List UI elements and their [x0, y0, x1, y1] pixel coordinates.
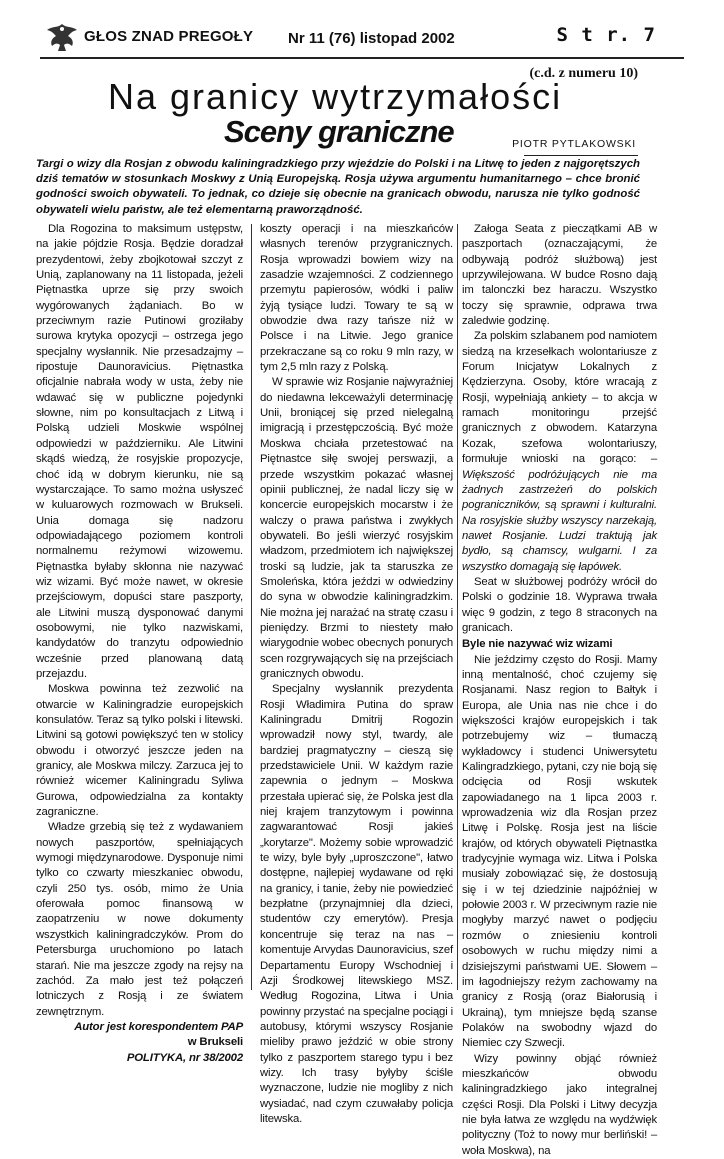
paragraph: Nie jeździmy często do Rosji. Mamy inną mentalność, choć czujemy się Rosjanami. Nasz region to Bałtyk i Europa, ale Unia nas nie chce i do większości krajów europejskich i tak potrzebujemy wiz – tłumaczą wykładowcy i studenci Uniwersytetu Kalingradzkiego, pytani, czy nie boją się odcięcia od Rosji wskutek zapowiadanego na 1 lipca 2003 r. wprowadzenia wiz dla Rosjan przez Litwę i Polskę. Rosja jest na liście krajów, od których obywateli Piętnastka tradycyjnie wymaga wiz. Litwa i Polska musiały zobowiązać się, że dostosują się i w tej dziedzinie najpóźniej w połowie 2003 r. W przeciwnym razie nie mogłyby marzyć nawet o podjęciu rozmów o zniesieniu kontroli osobowych w ruchu między nimi a dzisiejszymi państwami UE. Słowem – im łagodniejszy reżym zachowamy na granicy z Rosją (oraz Białorusią i Ukrainą), tym mniejsze będą szanse Polaków na swobodny wjazd do Niemiec czy Szwecji. [462, 653, 658, 1050]
author-note: Autor jest korespondentem PAP [74, 1020, 243, 1033]
paragraph: Wizy powinny objąć również mieszkańców obwodu kaliningradzkiego jako integralnej części Rosji. Dla Polski i Litwy decyzja nie była łatwa ze względu na wydźwięk polityczny (Toż to nowy mur berliński! – woła Moskwa), na [462, 1052, 657, 1157]
paper-name: GŁOS ZNAD PREGOŁY [84, 28, 254, 45]
paragraph: koszty operacji i na mieszkańców własnych terenów przygranicznych. Rosja wprowadzi bowiem wizy na zasadzie wzajemności. Z codziennego przemytu papierosów, wódki i paliw żyją tysiące ludzi. Towary te są w obwodzie dwa razy tańsze niż w Polsce i na Litwie. Jego granice przekraczane są co roku 9 mln razy, w tym 2,5 mln razy z Polską. [260, 223, 453, 374]
column-divider [251, 224, 252, 990]
article-title: Na granicy wytrzymałości [108, 76, 563, 117]
article-subtitle: Sceny graniczne [224, 114, 454, 149]
author-byline: PIOTR PYTLAKOWSKI [512, 138, 636, 150]
section-subheading: Byle nie nazywać wiz wizami [462, 638, 613, 651]
paragraph: Władze grzebią się też z wydawaniem nowych paszportów, spełniających wymogi międzynarodowe. Dysponuje nimi tylko co czwarty mieszkaniec obwodu, czyli 250 tys. osób, mimo że Unia oferowała pomoc finansową w zaopatrzeniu w nowe dokumenty wszystkich kaliningradczyków. Prom do Petersburga uruchomiono po latach starań. Nie ma jeszcze zgody na rejsy na zachód. Za mało jest też połączeń lotniczych z Rosją i ze światem zewnętrznym. [36, 821, 243, 1018]
issue-number: Nr 11 (76) listopad 2002 [288, 30, 455, 47]
column-1 [36, 222, 243, 1066]
quote-text: Większość podróżujących nie ma żadnych zastrzeżeń do polskich pograniczników, są sprawni i kulturalni. Na rosyjskie służby wszyscy narzekają, nawet Rosjanie. Ludzi traktują jak bydło, są chamscy, wulgarni. I za wszystko domagają się łapówek. [462, 468, 657, 573]
column-divider [457, 224, 458, 990]
header-rule [40, 57, 684, 59]
source-citation: POLITYKA, nr 38/2002 [126, 1051, 243, 1064]
paragraph: Dla Rogozina to maksimum ustępstw, na jakie pójdzie Rosja. Będzie doradzał prezydentowi, żeby zbojkotował szczyt z Unią, zaplanowany na 11 listopada, jeżeli Piętnastka uprze się przy swoich wygórowanych żądaniach. Bo w przeciwnym razie Putinowi groziłaby surowa krytyka opozycji – ostrzega jego specjalny wysłannik. Nie przesadzajmy – ripostuje Daunoravicius. Piętnastka oficjalnie nabrała wody w usta, żeby nie wdawać się w publiczne pojedynki słowne, nim po konsultacjach z Litwą i Polską udzieli Moskwie wspólnej odpowiedzi w październiku. Ale Litwini skądś wiedzą, że rosyjskie propozycje, choć idą w dobrym kierunku, nie są wystarczające. To samo można usłyszeć w kuluarowych rozmowach w Brukseli. Unia domaga się nadzoru odpowiadającego poziomem kontroli normalnemu reżymowi wizowemu. Piętnastka byłaby skłonna nie nazywać wiz wizami. Być może nawet, w okresie przejściowym, dopuści stare paszporty, ale Litwini muszą dysponować danymi osobowymi, nie tylko nazwiskami, kandydatów do tranzytu odpowiednio wcześnie przed planowaną datą przejazdu. [36, 223, 243, 680]
paragraph: Specjalny wysłannik prezydenta Rosji Władimira Putina do spraw Kaliningradu Dmitrij Rogozin wprowadził nowy styl, twardy, ale bardziej pragmatyczny – cieszą się przedstawiciele Unii. W każdym razie zapewnia o jednym – Moskwa przestała upierać się, że Polska jest dla niej krajem tranzytowym i powinna zagwarantować Rosji jakieś „korytarze". Możemy sobie wprowadzić te wizy, byle były „uproszczone", łatwo dostępne, najlepiej wydawane od ręki na granicy, i tanie, żeby nie powiedzieć bezpłatne (przynajmniej dla dzieci, studentów czy emerytów). Presja koncentruje się teraz na nas – komentuje Arvydas Daunoravicius, szef Departamentu Europy Wschodniej i Azji Środkowej litewskiego MSZ. Według Rogozina, Litwa i Unia powinny przystać na specjalne pociągi i autobusy, którymi wszyscy Rosjanie mieliby prawo jeździć w obie strony tylko z paszportem starego typu i bez wizy. Ich trasy byłyby ściśle wyznaczone, ludzie nie mogliby z nich wysiadać, nad czym czuwałaby policja litewska. [260, 683, 453, 1125]
paragraph-text: Za polskim szlabanem pod namiotem siedzą na krzesełkach wolontariusze z Forum Inicjatyw Lokalnych z Kędzierzyna. Osoby, które wracają z Rosji, wypełniają ankiety – to akcja w ramach monitoringu przejść granicznych z obwodem. Katarzyna Kozak, szefowa wolontariuszy, formułuje wnioski na gorąco: – [462, 330, 657, 466]
paragraph: W sprawie wiz Rosjanie najwyraźniej do niedawna lekceważyli determinację Unii, broniącej się przed nielegalną imigracją i przestępczością. Być może Moskwa chciała przetestować na Piętnastce siłę swojej perswazji, a przede wszystkim pokazać własnej opinii publicznej, że nadal liczy się w koncercie europejskich mocarstw i że walczy o prawa państwa i zwykłych obywateli. Bo jeśli wierzyć rosyjskim władzom, przedmiotem ich największej troski są ludzie, jak ta staruszka ze Smoleńska, która jeździ w odwiedziny do syna w obwodzie kaliningradzkim. Nie można jej narażać na stratę czasu i pieniędzy. Brzmi to niestety mało wiarygodnie wobec obecnych ponurych scen rozgrywających się na przejściach granicznych obwodu. [260, 376, 453, 680]
column-3 [462, 222, 657, 1159]
author-note-location: w Brukseli [187, 1036, 243, 1049]
paragraph: Seat w służbowej podróży wrócił do Polski o godzinie 18. Wyprawa trwała więc 9 godzin, z tego 8 straconych na granicach. [462, 575, 657, 634]
paragraph: Moskwa powinna też zezwolić na otwarcie w Kaliningradzie europejskich konsulatów. Teraz są tylko polski i litewski. Litwini są gotowi powiększyć ten w stolicy obwodu i otworzyć jeszcze jeden na granicy, ale Moskwa milczy. Zarzuca jej to również wicemer Kaliningradu Syliwa Gurowa, odpowiedzialna za kontakty zagraniczne. [36, 683, 243, 819]
paragraph: Załoga Seata z pieczątkami AB w paszportach (oznaczającymi, że odbywają podróż służbową) jest uprzywilejowana. W budce Rosno dają im talonczki bez haraczu. Wszystko toczy się sprawnie, odprawa trwa zaledwie godzinę. [462, 223, 657, 328]
article-lead: Targi o wizy dla Rosjan z obwodu kaliningradzkiego przy wjeździe do Polski i na Litwę to jeden z najgorętszych dziś tematów w stosunkach Moskwy z Unią Europejską. Rosja używa argumentu humanitarnego – chce bronić godności swoich obywateli. To jednak, co dzieje się obecnie na granicach obwodu, narusza nie tylko godność obywateli wielu państw, ale też elementarną praworządność. [36, 158, 640, 216]
continuation-note: (c.d. z numeru 10) [529, 66, 638, 81]
eagle-logo-icon [44, 20, 80, 54]
column-2 [260, 222, 453, 1127]
page-header [40, 18, 684, 60]
paragraph [462, 329, 657, 575]
page-number: S t r. 7 [556, 24, 656, 46]
byline-rule [524, 155, 638, 156]
